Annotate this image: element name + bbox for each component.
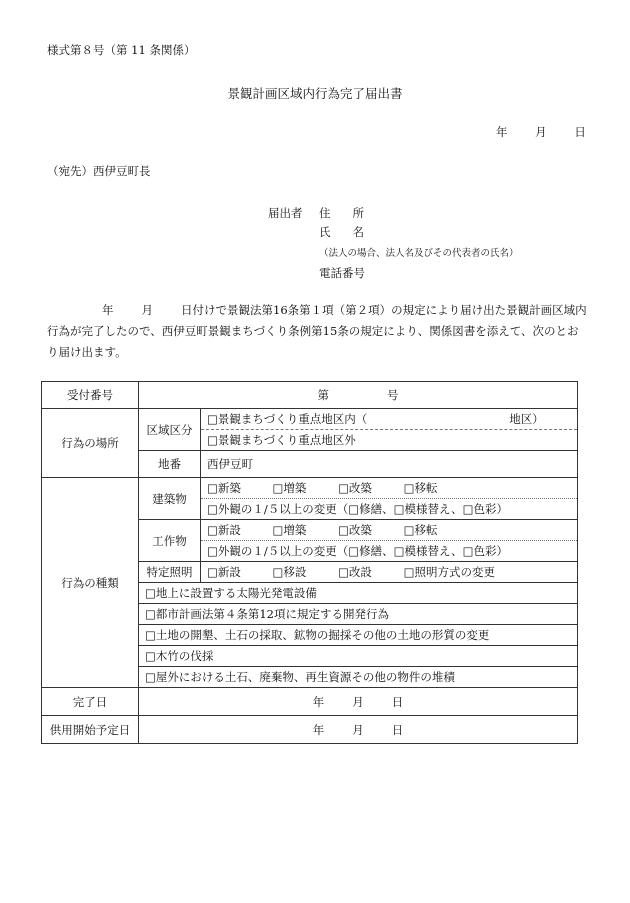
lighting-opt-method[interactable]: □照明方式の変更 [403, 565, 495, 579]
addressee: （宛先）西伊豆町長 [47, 164, 151, 178]
building-options[interactable] [201, 478, 578, 499]
building-opt-relocate[interactable]: □移転 [403, 481, 438, 495]
date-day: 日 [574, 125, 586, 139]
completion-label: 完了日 [42, 688, 139, 716]
lighting-opt-new[interactable]: □新設 [207, 565, 241, 579]
place-label: 行為の場所 [42, 409, 139, 478]
completion-date[interactable] [139, 688, 578, 716]
building-exterior-option[interactable]: □外観の１/５以上の変更（□修繕、□模様替え、□色彩） [201, 499, 578, 520]
lot-label: 地番 [139, 451, 201, 478]
other-option-solar[interactable]: □地上に設置する太陽光発電設備 [139, 583, 578, 604]
reception-number[interactable] [139, 382, 578, 409]
body-text: 日付けで景観法第16条第１項（第２項）の規定により届け出た景観計画区域内行為が完了したので、西伊豆町景観まちづくり条例第15条の規定により、関係図書を添えて、次のとおり届け出ます。 [47, 303, 587, 359]
reception-label: 受付番号 [42, 382, 139, 409]
start-use-day: 日 [391, 722, 404, 737]
area-inside-option[interactable] [201, 409, 578, 430]
building-opt-new[interactable]: □新築 [207, 481, 241, 495]
phone-label: 電話番号 [319, 266, 365, 280]
structure-options[interactable] [201, 520, 578, 541]
lighting-opt-alter[interactable]: □改設 [338, 565, 372, 579]
form-number: 様式第８号（第 11 条関係） [47, 43, 196, 57]
form-table [41, 381, 578, 744]
start-use-year: 年 [312, 722, 325, 737]
body-month: 月 [141, 303, 153, 317]
applicant-label: 届出者 [268, 206, 303, 220]
date-month: 月 [535, 125, 547, 139]
body-paragraph [47, 300, 587, 363]
address-label: 住所 [319, 206, 386, 220]
start-use-date[interactable] [139, 716, 578, 744]
completion-day: 日 [391, 694, 404, 709]
submission-date [496, 124, 586, 140]
name-note: （法人の場合、法人名及びその代表者の氏名） [319, 248, 519, 259]
start-use-label: 供用開始予定日 [42, 716, 139, 744]
other-option-tree-felling[interactable]: □木竹の伐採 [139, 646, 578, 667]
structure-opt-relocate[interactable]: □移転 [403, 523, 438, 537]
structure-opt-rebuild[interactable]: □改築 [338, 523, 372, 537]
completion-year: 年 [312, 694, 325, 709]
lighting-options[interactable] [201, 562, 578, 583]
structure-label: 工作物 [139, 520, 201, 562]
body-year: 年 [102, 303, 114, 317]
other-option-stockpile[interactable]: □屋外における土石、廃棄物、再生資源その他の物件の堆積 [139, 667, 578, 688]
area-label: 区域区分 [139, 409, 201, 451]
reception-go: 号 [387, 388, 399, 402]
area-outside-option[interactable]: □景観まちづくり重点地区外 [201, 430, 578, 451]
completion-month: 月 [352, 694, 364, 709]
building-label: 建築物 [139, 478, 201, 520]
building-opt-rebuild[interactable]: □改築 [338, 481, 372, 495]
area-inside-text: □景観まちづくり重点地区内（ [207, 412, 368, 426]
lighting-opt-move[interactable]: □移設 [272, 565, 307, 579]
area-inside-suffix: 地区） [509, 412, 544, 426]
other-option-land-change[interactable]: □土地の開墾、土石の採取、鉱物の掘採その他の土地の形質の変更 [139, 625, 578, 646]
lot-value[interactable]: 西伊豆町 [201, 451, 578, 478]
reception-dai: 第 [317, 388, 329, 402]
date-year: 年 [496, 125, 508, 139]
other-option-development[interactable]: □都市計画法第４条第12項に規定する開発行為 [139, 604, 578, 625]
start-use-month: 月 [352, 722, 364, 737]
structure-exterior-option[interactable]: □外観の１/５以上の変更（□修繕、□模様替え、□色彩） [201, 541, 578, 562]
building-opt-extend[interactable]: □増築 [272, 481, 307, 495]
name-label: 氏名 [319, 225, 386, 239]
lighting-label: 特定照明 [139, 562, 201, 583]
type-label: 行為の種類 [42, 478, 139, 688]
structure-opt-extend[interactable]: □増築 [272, 523, 307, 537]
document-title: 景観計画区域内行為完了届出書 [227, 86, 403, 101]
structure-opt-new[interactable]: □新設 [207, 523, 241, 537]
